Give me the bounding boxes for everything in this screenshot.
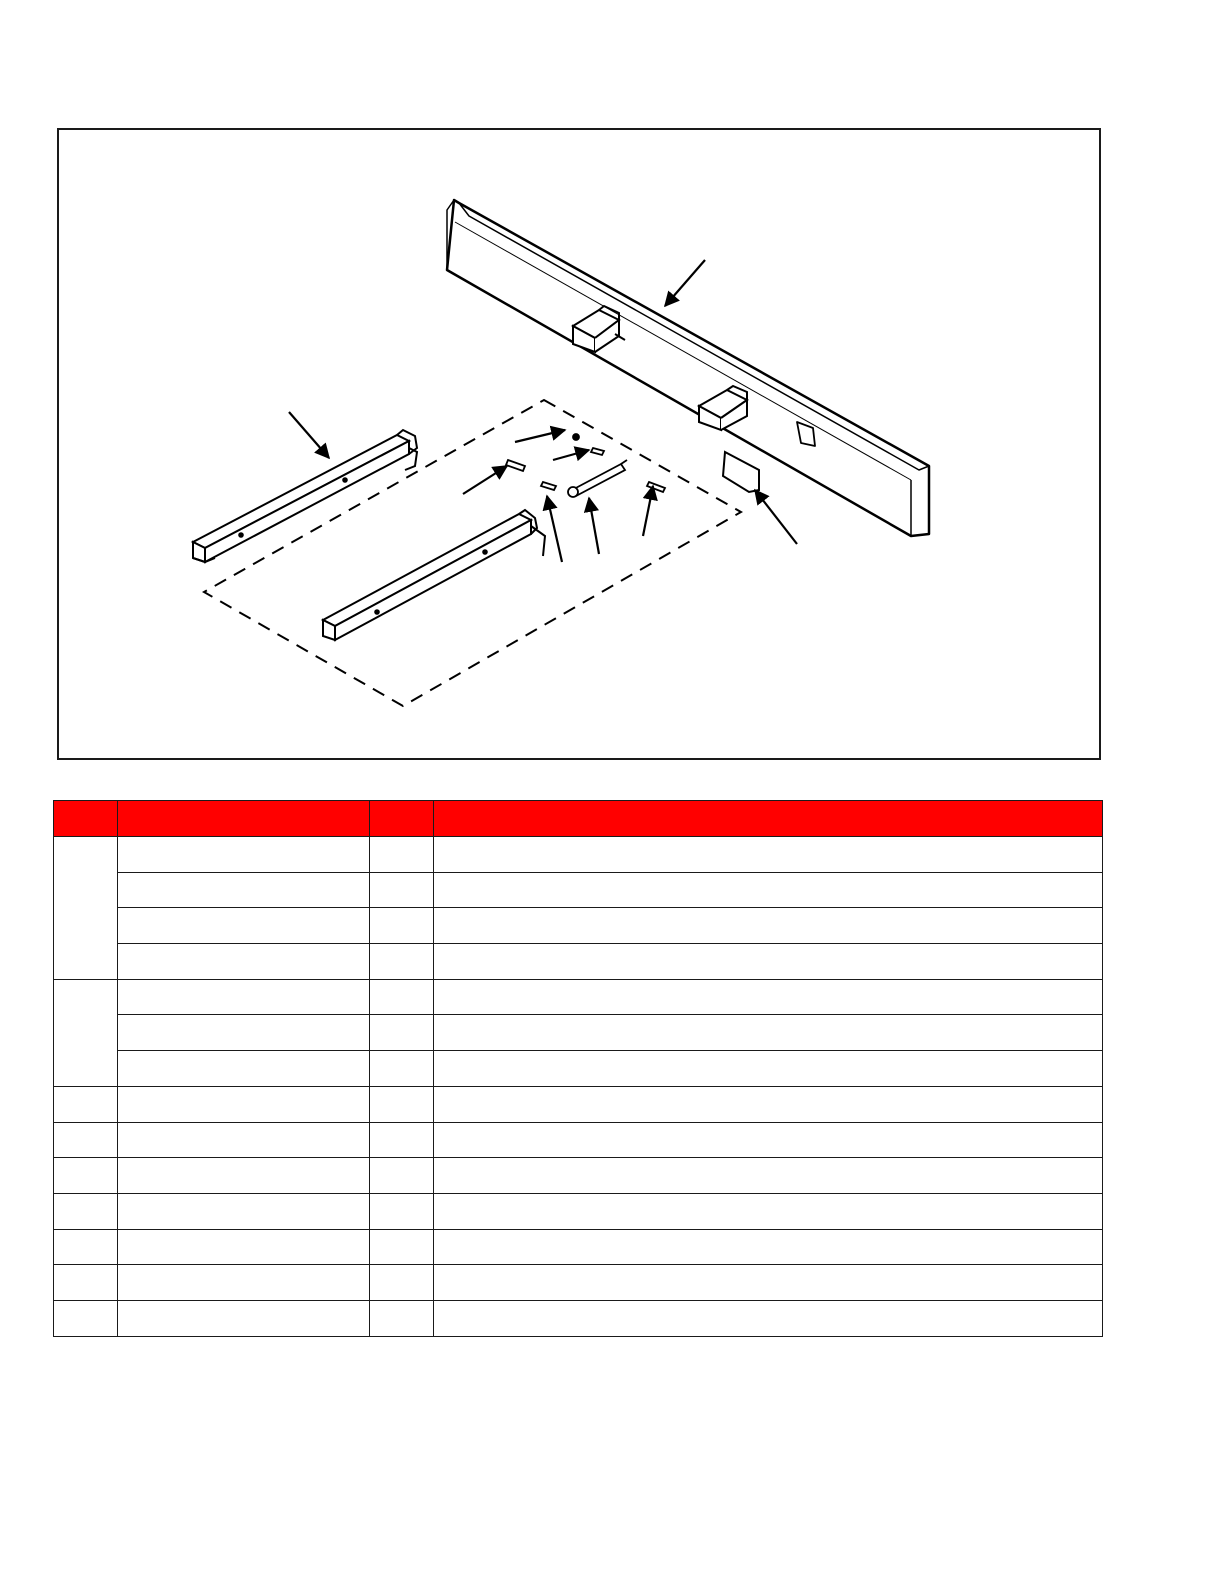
- part-number-cell: [118, 1265, 370, 1301]
- description-cell: [434, 979, 1103, 1015]
- description-cell: [434, 1015, 1103, 1051]
- qty-cell: [370, 1122, 434, 1158]
- qty-cell: [370, 944, 434, 980]
- table-row: [54, 1086, 1103, 1122]
- item-cell: [54, 1300, 118, 1336]
- item-cell: [54, 837, 118, 980]
- bumper-beam: [447, 200, 929, 536]
- part-number-cell: [118, 944, 370, 980]
- qty-cell: [370, 1300, 434, 1336]
- parts-table: [53, 800, 1103, 1337]
- part-number-cell: [118, 908, 370, 944]
- description-cell: [434, 1051, 1103, 1087]
- table-row: [54, 908, 1103, 944]
- description-cell: [434, 908, 1103, 944]
- description-cell: [434, 1158, 1103, 1194]
- extension-arm-left: [193, 430, 417, 562]
- qty-cell: [370, 1086, 434, 1122]
- description-cell: [434, 1122, 1103, 1158]
- table-row: [54, 1193, 1103, 1229]
- qty-cell: [370, 1158, 434, 1194]
- header-description: [434, 801, 1103, 837]
- extension-arm-right: [323, 510, 545, 640]
- description-cell: [434, 1265, 1103, 1301]
- description-cell: [434, 837, 1103, 873]
- description-cell: [434, 1086, 1103, 1122]
- part-number-cell: [118, 872, 370, 908]
- part-number-cell: [118, 837, 370, 873]
- item-cell: [54, 1086, 118, 1122]
- part-number-cell: [118, 1193, 370, 1229]
- table-row: [54, 979, 1103, 1015]
- table-row: [54, 1122, 1103, 1158]
- part-number-cell: [118, 1158, 370, 1194]
- description-cell: [434, 872, 1103, 908]
- exploded-parts-diagram: [57, 128, 1101, 760]
- part-number-cell: [118, 1051, 370, 1087]
- item-cell: [54, 1193, 118, 1229]
- table-row: [54, 944, 1103, 980]
- qty-cell: [370, 908, 434, 944]
- description-cell: [434, 944, 1103, 980]
- part-number-cell: [118, 1229, 370, 1265]
- qty-cell: [370, 1051, 434, 1087]
- part-number-cell: [118, 1122, 370, 1158]
- diagram-drawing: [59, 130, 1099, 758]
- item-cell: [54, 979, 118, 1086]
- header-part-number: [118, 801, 370, 837]
- description-cell: [434, 1229, 1103, 1265]
- description-cell: [434, 1193, 1103, 1229]
- table-row: [54, 872, 1103, 908]
- description-cell: [434, 1300, 1103, 1336]
- item-cell: [54, 1229, 118, 1265]
- table-row: [54, 1265, 1103, 1301]
- part-number-cell: [118, 1300, 370, 1336]
- table-row: [54, 837, 1103, 873]
- hardware-pins: [506, 434, 665, 497]
- header-item: [54, 801, 118, 837]
- table-row: [54, 1229, 1103, 1265]
- qty-cell: [370, 872, 434, 908]
- parts-table-header: [54, 801, 1103, 837]
- part-number-cell: [118, 1015, 370, 1051]
- header-qty: [370, 801, 434, 837]
- qty-cell: [370, 979, 434, 1015]
- qty-cell: [370, 1229, 434, 1265]
- table-row: [54, 1300, 1103, 1336]
- table-row: [54, 1051, 1103, 1087]
- table-row: [54, 1158, 1103, 1194]
- table-row: [54, 1015, 1103, 1051]
- qty-cell: [370, 837, 434, 873]
- qty-cell: [370, 1015, 434, 1051]
- part-number-cell: [118, 979, 370, 1015]
- item-cell: [54, 1265, 118, 1301]
- item-cell: [54, 1158, 118, 1194]
- item-cell: [54, 1122, 118, 1158]
- qty-cell: [370, 1193, 434, 1229]
- part-number-cell: [118, 1086, 370, 1122]
- license-plate-bracket: [723, 452, 759, 492]
- qty-cell: [370, 1265, 434, 1301]
